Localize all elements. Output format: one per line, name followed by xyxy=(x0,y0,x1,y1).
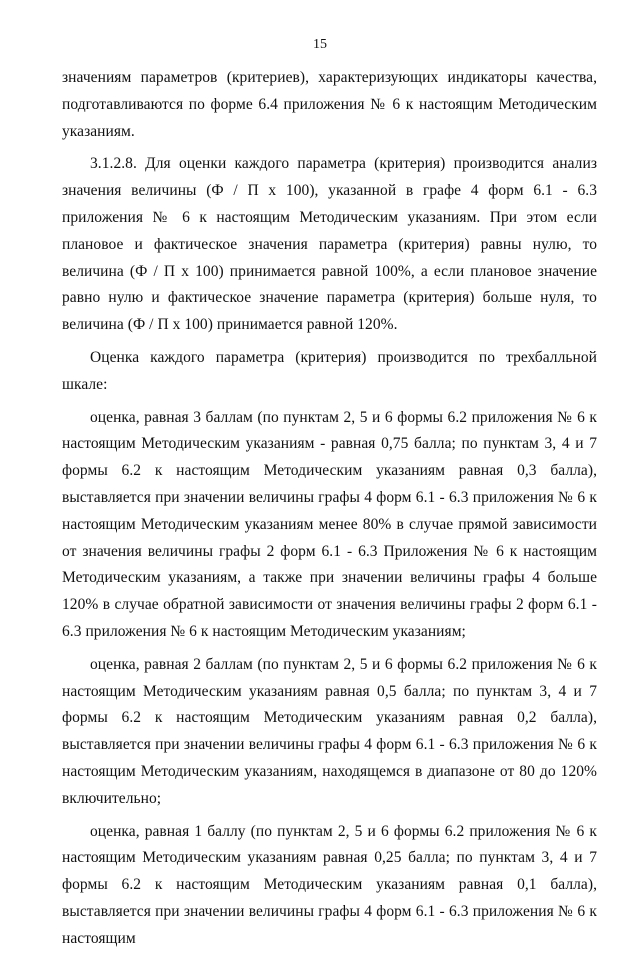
paragraph-score-3: оценка, равная 3 баллам (по пунктам 2, 5 и 6 формы 6.2 приложения № 6 к настоящим Методическим указаниям - равная 0,75 балла; по пунктам 3, 4 и 7 формы 6.2 к настоящим Методическим указаниям равная 0,3 балла), выставляется при значении величины графы 4 форм 6.1 - 6.3 приложения № 6 к настоящим Методическим указаниям менее 80% в случае прямой зависимости от значения величины графы 2 форм 6.1 - 6.3 Приложения № 6 к настоящим Методическим указаниям, а также при значении величины графы 4 больше 120% в случае обратной зависимости от значения величины графы 2 форм 6.1 - 6.3 приложения № 6 к настоящим Методическим указаниям; xyxy=(62,408,597,640)
paragraph-3-1-2-8: 3.1.2.8. Для оценки каждого параметра (критерия) производится анализ значения величины (Ф / П х 100), указанной в графе 4 форм 6.1 - 6.3 приложения № 6 к настоящим Методическим указаниям. При этом если плановое и фактическое значения параметра (критерия) равны нулю, то величина (Ф / П х 100) принимается равной 100%, а если плановое значение равно нулю и фактическое значение параметра (критерия) больше нуля, то величина (Ф / П х 100) принимается равной 120%. xyxy=(62,155,597,334)
page-body xyxy=(62,65,597,953)
page-number: 15 xyxy=(313,37,327,52)
paragraph-score-1: оценка, равная 1 баллу (по пунктам 2, 5 и 6 формы 6.2 приложения № 6 к настоящим Методическим указаниям равная 0,25 балла; по пунктам 3, 4 и 7 формы 6.2 к настоящим Методическим указаниям равная 0,1 балла), выставляется при значении величины графы 4 форм 6.1 - 6.3 приложения № 6 к настоящим xyxy=(62,822,597,947)
paragraph-continuation: значениям параметров (критериев), характеризующих индикаторы качества, подготавливаются по форме 6.4 приложения № 6 к настоящим Методическим указаниям. xyxy=(62,69,597,140)
paragraph-scale-intro: Оценка каждого параметра (критерия) производится по трехбалльной шкале: xyxy=(62,348,597,393)
paragraph-score-2: оценка, равная 2 баллам (по пунктам 2, 5 и 6 формы 6.2 приложения № 6 к настоящим Методическим указаниям равная 0,5 балла; по пунктам 3, 4 и 7 формы 6.2 к настоящим Методическим указаниям равная 0,2 балла), выставляется при значении величины графы 4 форм 6.1 - 6.3 приложения № 6 к настоящим Методическим указаниям, находящемся в диапазоне от 80 до 120% включительно; xyxy=(62,655,597,807)
